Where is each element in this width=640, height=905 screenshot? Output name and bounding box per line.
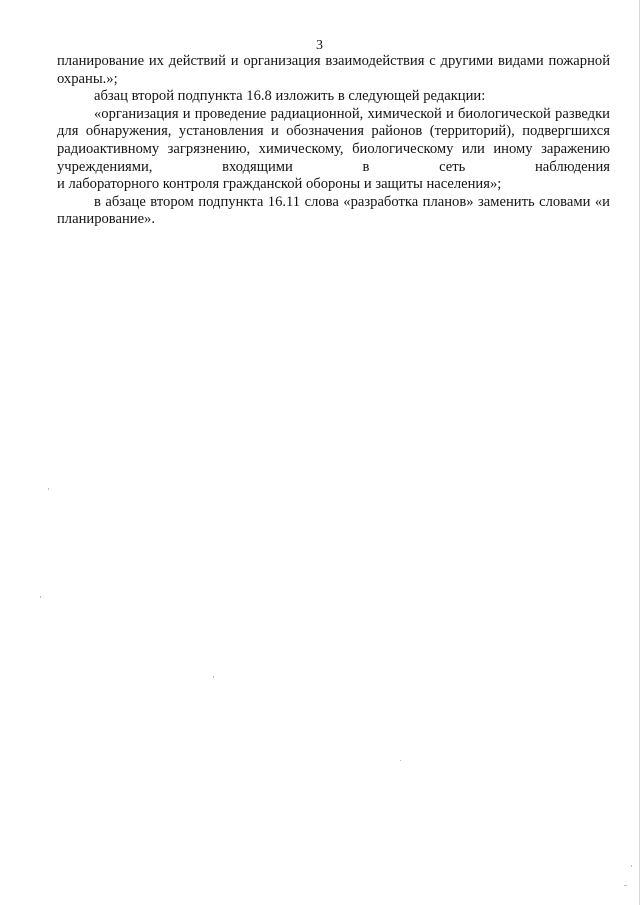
scan-mark [631,865,632,867]
document-body [57,53,610,229]
paragraph-quoted-text-end: и лабораторного контроля гражданской обороны и защиты населения»; [57,176,502,193]
scan-mark [624,885,627,886]
page-number: 3 [316,38,323,53]
paragraph-amendment-16-11: в абзаце втором подпункта 16.11 слова «разработка планов» заменить словами «и планирование». [57,193,610,228]
paragraph-quoted-text: «организация и проведение радиационной, химической и биологической разведки для обнаружения, установления и обозначения районов (территорий), подвергшихся радиоактивному загрязнению, химическому, биологическому или иному заражению учреждениями, входящими в сеть наблюдения [57,105,610,175]
scan-mark [400,760,401,761]
scan-mark [48,488,49,490]
scan-mark [40,596,41,598]
paragraph-amendment-16-8: абзац второй подпункта 16.8 изложить в следующей редакции: [94,88,486,105]
paragraph-continuation: планирование их действий и организация взаимодействия с другими видами пожарной охраны.»; [57,53,610,87]
scan-mark [213,676,214,678]
